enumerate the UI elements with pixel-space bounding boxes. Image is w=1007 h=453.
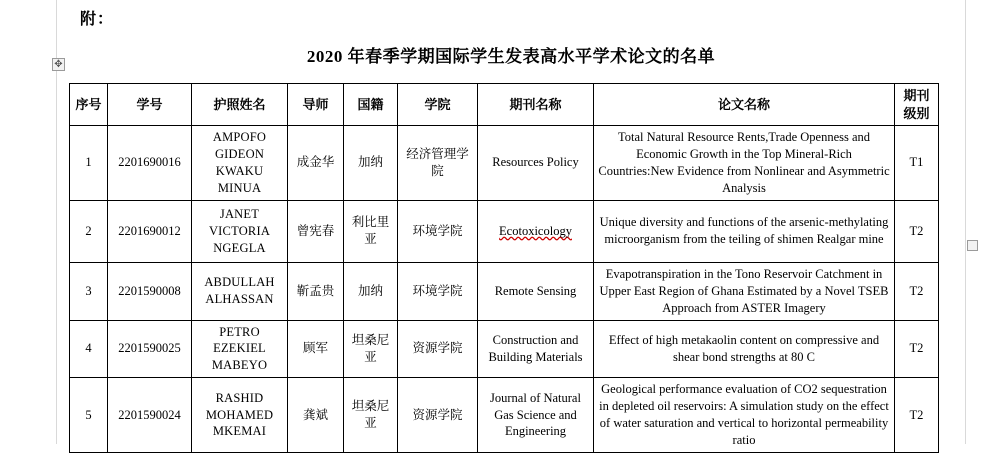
cell-no: 3 (70, 262, 108, 320)
cell-level: T2 (895, 320, 939, 378)
cell-advisor: 龚斌 (288, 378, 344, 453)
table-header-row (70, 84, 939, 126)
col-header-nationality: 国籍 (344, 84, 398, 126)
table-resize-handle-icon[interactable] (967, 240, 978, 251)
col-header-no: 序号 (70, 84, 108, 126)
cell-college: 资源学院 (398, 378, 478, 453)
cell-passport-name: ABDULLAH ALHASSAN (192, 262, 288, 320)
cell-nationality: 坦桑尼亚 (344, 320, 398, 378)
cell-advisor: 曾宪春 (288, 200, 344, 262)
col-header-journal: 期刊名称 (478, 84, 594, 126)
cell-journal: Resources Policy (478, 126, 594, 201)
cell-advisor: 顾军 (288, 320, 344, 378)
cell-level: T2 (895, 378, 939, 453)
table-row (70, 378, 939, 453)
cell-journal: Journal of Natural Gas Science and Engineering (478, 378, 594, 453)
cell-advisor: 成金华 (288, 126, 344, 201)
cell-passport-name: RASHID MOHAMED MKEMAI (192, 378, 288, 453)
cell-no: 4 (70, 320, 108, 378)
cell-paper: Total Natural Resource Rents,Trade Openness and Economic Growth in the Top Mineral-Rich Countries:New Evidence from Nonlinear and Asymmetric Analysis (594, 126, 895, 201)
col-header-passport-name: 护照姓名 (192, 84, 288, 126)
cell-nationality: 利比里亚 (344, 200, 398, 262)
table-row (70, 320, 939, 378)
table-row (70, 262, 939, 320)
cell-journal: Remote Sensing (478, 262, 594, 320)
cell-nationality: 加纳 (344, 262, 398, 320)
table-move-handle-icon[interactable]: ✥ (52, 58, 65, 71)
cell-paper: Evapotranspiration in the Tono Reservoir Catchment in Upper East Region of Ghana Estimated by a Novel TSEB Approach from ASTER Imagery (594, 262, 895, 320)
cell-college: 环境学院 (398, 262, 478, 320)
cell-level: T1 (895, 126, 939, 201)
cell-journal: Ecotoxicology (478, 200, 594, 262)
cell-passport-name: AMPOFO GIDEON KWAKU MINUA (192, 126, 288, 201)
col-header-level: 期刊级别 (895, 84, 939, 126)
table-row (70, 200, 939, 262)
cell-college: 环境学院 (398, 200, 478, 262)
cell-no: 2 (70, 200, 108, 262)
cell-paper: Effect of high metakaolin content on compressive and shear bond strengths at 80 C (594, 320, 895, 378)
col-header-advisor: 导师 (288, 84, 344, 126)
col-header-college: 学院 (398, 84, 478, 126)
cell-paper: Geological performance evaluation of CO2 sequestration in depleted oil reservoirs: A simulation study on the effect of water saturation and vertical to horizontal permeability ratio (594, 378, 895, 453)
cell-student-id: 2201590025 (108, 320, 192, 378)
cell-level: T2 (895, 262, 939, 320)
cell-passport-name: PETRO EZEKIEL MABEYO (192, 320, 288, 378)
col-header-student-id: 学号 (108, 84, 192, 126)
cell-advisor: 靳孟贵 (288, 262, 344, 320)
cell-nationality: 坦桑尼亚 (344, 378, 398, 453)
cell-no: 1 (70, 126, 108, 201)
cell-nationality: 加纳 (344, 126, 398, 201)
cell-student-id: 2201690016 (108, 126, 192, 201)
cell-no: 5 (70, 378, 108, 453)
students-table (69, 83, 939, 453)
cell-level: T2 (895, 200, 939, 262)
page-right-margin (966, 0, 1007, 444)
attachment-label: 附： (80, 11, 115, 28)
cell-student-id: 2201690012 (108, 200, 192, 262)
cell-student-id: 2201590008 (108, 262, 192, 320)
page-title: 2020 年春季学期国际学生发表高水平学术论文的名单 (306, 47, 716, 66)
cell-college: 资源学院 (398, 320, 478, 378)
page-left-margin (0, 0, 56, 444)
cell-paper: Unique diversity and functions of the arsenic-methylating microorganism from the teiling of shimen Realgar mine (594, 200, 895, 262)
cell-college: 经济管理学院 (398, 126, 478, 201)
table-row (70, 126, 939, 201)
cell-passport-name: JANET VICTORIA NGEGLA (192, 200, 288, 262)
cell-student-id: 2201590024 (108, 378, 192, 453)
cell-journal: Construction and Building Materials (478, 320, 594, 378)
col-header-paper: 论文名称 (594, 84, 895, 126)
